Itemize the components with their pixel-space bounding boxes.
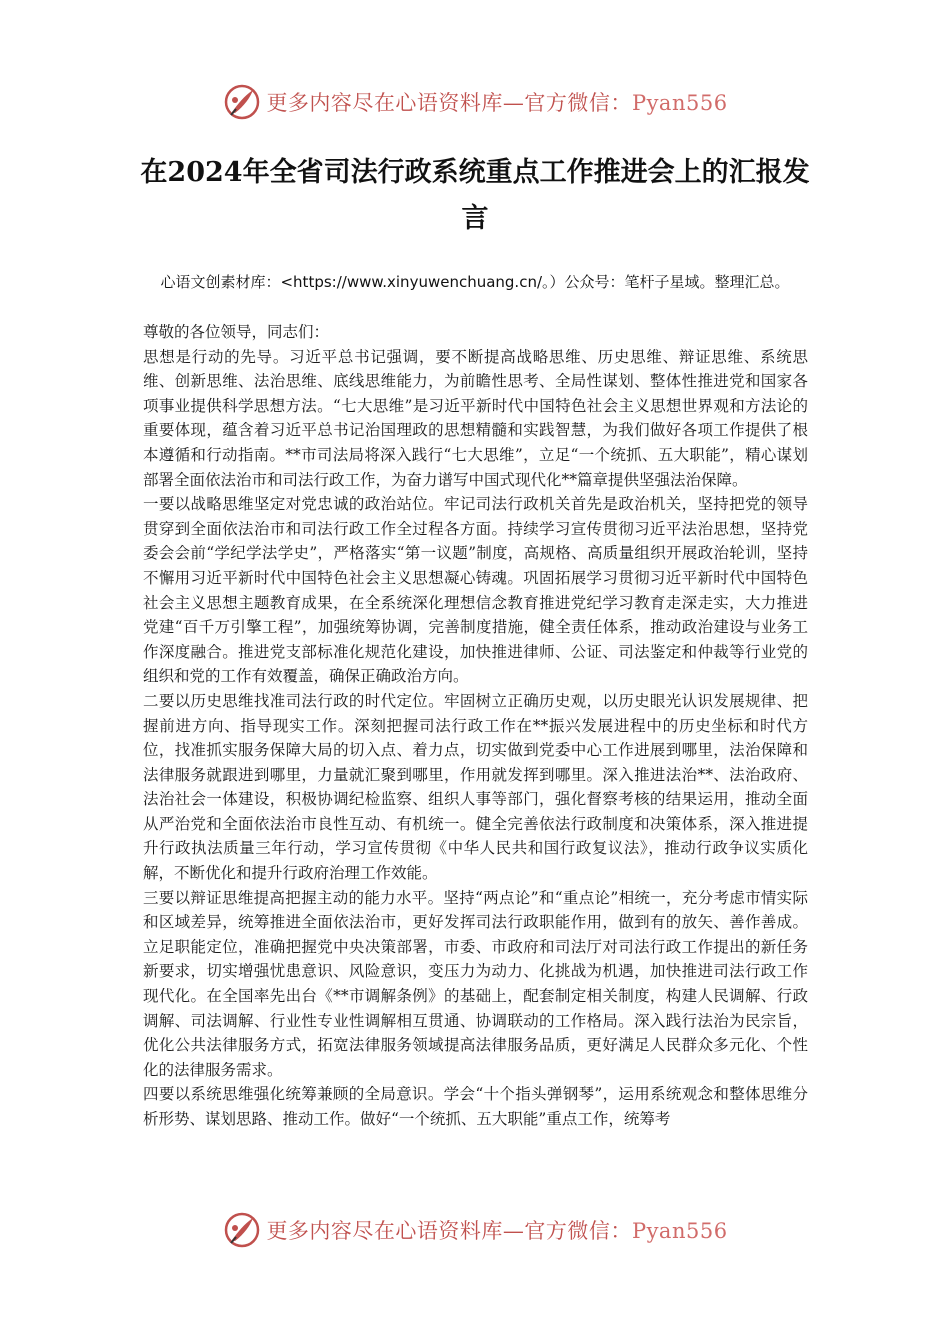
banner-text: 更多内容尽在心语资料库—官方微信：Pyan556 [266, 91, 728, 115]
paragraph: 四要以系统思维强化统筹兼顾的全局意识。学会“十个指头弹钢琴”，运用系统观念和整体思维分析形势、谋划思路、推动工作。做好“一个统抓、五大职能”重点工作，统筹考 [143, 1085, 808, 1128]
source-line: 心语文创素材库：<https://www.xinyuwenchuang.cn/。）公众号：笔杆子星域。整理汇总。 [160, 273, 790, 291]
quill-logo-icon [222, 82, 262, 122]
wechat-id: Pyan556 [631, 1219, 728, 1243]
greeting: 尊敬的各位领导，同志们： [143, 323, 330, 341]
quill-logo-icon [222, 1210, 262, 1250]
document-body [143, 320, 808, 1132]
header-banner [0, 80, 950, 124]
paragraph: 一要以战略思维坚定对党忠诚的政治站位。牢记司法行政机关首先是政治机关，坚持把党的领导贯穿到全面依法治市和司法行政工作全过程各方面。持续学习宣传贯彻习近平法治思想，坚持党委会会前“学纪学法学史”，严格落实“第一议题”制度，高规格、高质量组织开展政治轮训，坚持不懈用习近平新时代中国特色社会主义思想凝心铸魂。巩固拓展学习贯彻习近平新时代中国特色社会主义思想主题教育成果，在全系统深化理想信念教育推进党纪学习教育走深走实，大力推进党建“百千万引擎工程”，加强统筹协调，完善制度措施，健全责任体系，推动政治建设与业务工作深度融合。推进党支部标准化规范化建设，加快推进律师、公证、司法鉴定和仲裁等行业党的组织和党的工作有效覆盖，确保正确政治方向。 [143, 495, 808, 686]
paragraph: 二要以历史思维找准司法行政的时代定位。牢固树立正确历史观，以历史眼光认识发展规律、把握前进方向、指导现实工作。深刻把握司法行政工作在**振兴发展进程中的历史坐标和时代方位，找准抓实服务保障大局的切入点、着力点，切实做到党委中心工作进展到哪里，法治保障和法律服务就跟进到哪里，力量就汇聚到哪里，作用就发挥到哪里。深入推进法治**、法治政府、法治社会一体建设，积极协调纪检监察、组织人事等部门，强化督察考核的结果运用，推动全面从严治党和全面依法治市良性互动、有机统一。健全完善依法行政制度和决策体系，深入推进提升行政执法质量三年行动，学习宣传贯彻《中华人民共和国行政复议法》，推动行政争议实质化解，不断优化和提升行政府治理工作效能。 [143, 691, 808, 883]
paragraph: 三要以辩证思维提高把握主动的能力水平。坚持“两点论”和“重点论”相统一，充分考虑市情实际和区域差异，统筹推进全面依法治市，更好发挥司法行政职能作用，做到有的放矢、善作善成。立足职能定位，准确把握党中央决策部署，市委、市政府和司法厅对司法行政工作提出的新任务新要求，切实增强忧患意识、风险意识，变压力为动力、化挑战为机遇，加快推进司法行政工作现代化。在全国率先出台《**市调解条例》的基础上，配套制定相关制度，构建人民调解、行政调解、司法调解、行业性专业性调解相互贯通、协调联动的工作格局。深入践行法治为民宗旨，优化公共法律服务方式，拓宽法律服务领域提高法律服务品质，更好满足人民群众多元化、个性化的法律服务需求。 [143, 888, 808, 1079]
banner-text: 更多内容尽在心语资料库—官方微信：Pyan556 [266, 1219, 728, 1243]
wechat-id: Pyan556 [631, 91, 728, 115]
paragraph: 思想是行动的先导。习近平总书记强调，要不断提高战略思维、历史思维、辩证思维、系统思维、创新思维、法治思维、底线思维能力，为前瞻性思考、全局性谋划、整体性推进党和国家各项事业提供科学思想方法。“七大思维”是习近平新时代中国特色社会主义思想世界观和方法论的重要体现，蕴含着习近平总书记治国理政的思想精髓和实践智慧，为我们做好各项工作提供了根本遵循和行动指南。**市司法局将深入践行“七大思维”，立足“一个统抓、五大职能”，精心谋划部署全面依法治市和司法行政工作，为奋力谱写中国式现代化**篇章提供坚强法治保障。 [143, 347, 808, 489]
footer-banner [0, 1208, 950, 1252]
page-title: 在2024年全省司法行政系统重点工作推进会上的汇报发言 [140, 157, 810, 234]
